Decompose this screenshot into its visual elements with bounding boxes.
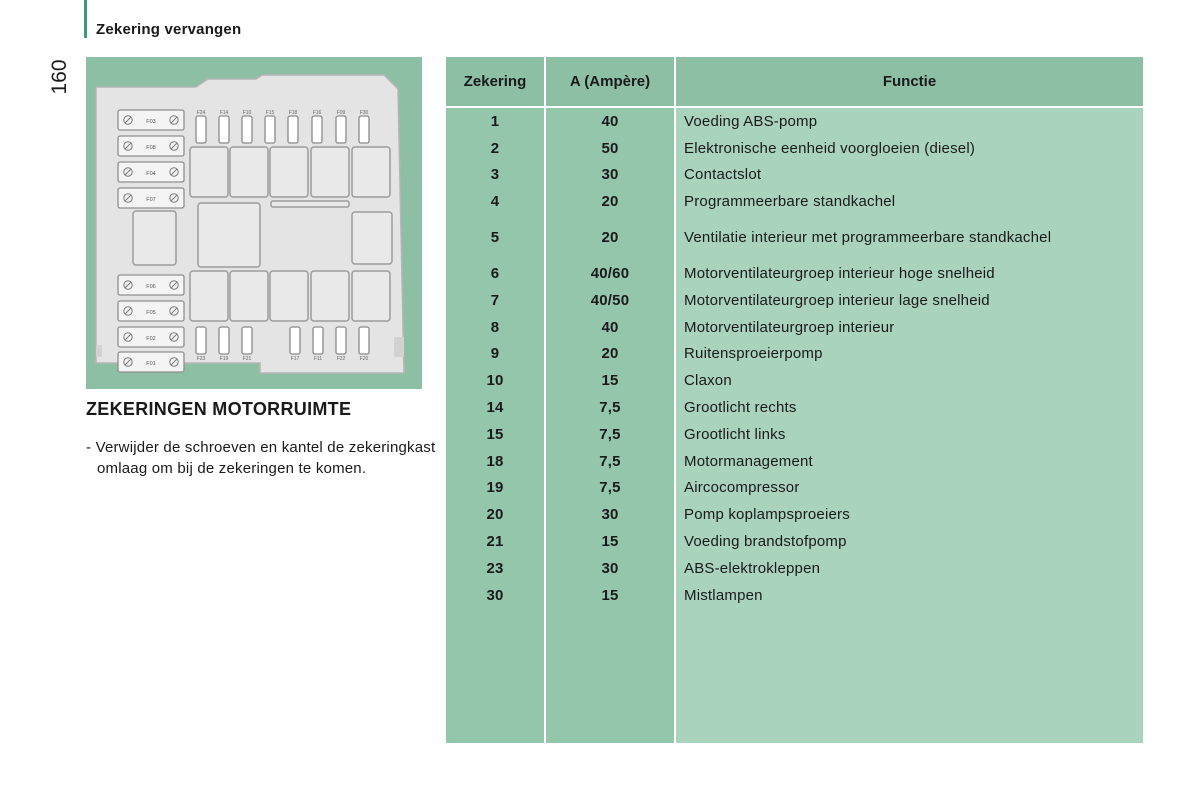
maxi-fuse xyxy=(118,136,184,156)
function-cell: Grootlicht links xyxy=(684,425,786,443)
mini-fuse xyxy=(196,327,206,362)
table-row xyxy=(446,555,1143,582)
fuse-number-cell: 6 xyxy=(490,265,500,283)
fuse-number-cell: 1 xyxy=(490,112,500,130)
header-function: Functie xyxy=(882,73,937,90)
ampere-cell: 15 xyxy=(601,586,619,604)
mini-fuse xyxy=(313,327,323,362)
ampere-cell: 20 xyxy=(601,229,619,247)
ampere-cell: 20 xyxy=(601,345,619,363)
fuse-label: F14 xyxy=(219,110,229,116)
page-number: 160 xyxy=(48,59,71,95)
function-cell: Contactslot xyxy=(684,166,762,184)
fuse-number-cell: 19 xyxy=(486,479,504,497)
ampere-cell: 50 xyxy=(601,139,619,157)
fuse-number-cell: 5 xyxy=(490,229,500,247)
mini-fuse xyxy=(242,327,252,362)
header-bar xyxy=(84,0,87,38)
table-row xyxy=(446,215,1143,260)
fusebox-diagram xyxy=(86,57,422,389)
mini-fuse xyxy=(219,110,229,143)
mini-fuse xyxy=(359,327,369,362)
fuse-number-cell: 15 xyxy=(486,425,504,443)
function-cell: Voeding brandstofpomp xyxy=(684,533,847,551)
ampere-cell: 40 xyxy=(601,112,619,130)
maxi-fuse xyxy=(118,110,184,130)
ampere-cell: 7,5 xyxy=(599,479,621,497)
ampere-cell: 40 xyxy=(601,318,619,336)
table-row xyxy=(446,188,1143,215)
table-row xyxy=(446,367,1143,394)
fuse-label: F30 xyxy=(359,110,369,116)
fuse-label: F22 xyxy=(336,356,346,362)
mini-fuse xyxy=(290,327,300,362)
fuse-label: F21 xyxy=(242,356,252,362)
mini-fuse xyxy=(336,110,346,143)
fuse-number-cell: 23 xyxy=(486,559,504,577)
maxi-fuse xyxy=(118,275,184,295)
fuse-label: F11 xyxy=(313,356,323,362)
function-cell: Voeding ABS-pomp xyxy=(684,112,818,130)
function-cell: Pomp koplampsproeiers xyxy=(684,506,850,524)
mini-fuse xyxy=(359,110,369,143)
fuse-label: F16 xyxy=(312,110,322,116)
mini-fuse xyxy=(336,327,346,362)
fuse-number-cell: 10 xyxy=(486,372,504,390)
fuse-label: F03 xyxy=(146,119,156,126)
function-cell: Motorventilateurgroep interieur lage snelheid xyxy=(684,291,990,309)
ampere-cell: 7,5 xyxy=(599,399,621,417)
fuse-label: F07 xyxy=(146,197,156,204)
function-cell: Aircocompressor xyxy=(684,479,800,497)
fuse-label: F23 xyxy=(196,356,206,362)
function-cell: Motorventilateurgroep interieur hoge snelheid xyxy=(684,265,995,283)
table-row xyxy=(446,341,1143,368)
fusebox-illustration xyxy=(86,57,422,389)
mini-fuse xyxy=(312,110,322,143)
table-row xyxy=(446,135,1143,162)
ampere-cell: 20 xyxy=(601,193,619,211)
page-header-title: Zekering vervangen xyxy=(96,21,242,38)
fuse-label: F15 xyxy=(265,110,275,116)
function-cell: Grootlicht rechts xyxy=(684,399,797,417)
mini-fuse xyxy=(288,110,298,143)
fuse-number-cell: 3 xyxy=(490,166,500,184)
ampere-cell: 7,5 xyxy=(599,425,621,443)
fuse-label: F08 xyxy=(146,145,156,152)
fuse-label: F02 xyxy=(146,336,156,343)
ampere-cell: 30 xyxy=(601,559,619,577)
mini-fuse xyxy=(242,110,252,143)
function-cell: Ruitensproeierpomp xyxy=(684,345,823,363)
table-row xyxy=(446,108,1143,135)
function-cell: Mistlampen xyxy=(684,586,763,604)
fuse-label: F18 xyxy=(288,110,298,116)
ampere-cell: 30 xyxy=(601,166,619,184)
fuse-number-cell: 9 xyxy=(490,345,500,363)
function-cell: Ventilatie interieur met programmeerbare standkachel xyxy=(684,229,1052,247)
table-row xyxy=(446,501,1143,528)
header-fuse: Zekering xyxy=(463,73,527,90)
fuse-label: F17 xyxy=(290,356,300,362)
table-row xyxy=(446,528,1143,555)
fuse-table xyxy=(446,57,1143,743)
function-cell: Programmeerbare standkachel xyxy=(684,193,896,211)
mini-fuse xyxy=(196,110,206,143)
table-row xyxy=(446,287,1143,314)
table-row xyxy=(446,314,1143,341)
fuse-number-cell: 7 xyxy=(490,291,500,309)
fuse-label: F10 xyxy=(242,110,252,116)
ampere-cell: 40/50 xyxy=(590,291,630,309)
fuse-label: F06 xyxy=(146,284,156,291)
instruction-text: - Verwijder de schroeven en kantel de zekeringkast omlaag om bij de zekeringen te komen. xyxy=(86,439,436,477)
mini-fuse xyxy=(219,327,229,362)
function-cell: Motorventilateurgroep interieur xyxy=(684,318,895,336)
ampere-cell: 7,5 xyxy=(599,452,621,470)
table-row xyxy=(446,448,1143,475)
fuse-number-cell: 2 xyxy=(490,139,500,157)
ampere-cell: 40/60 xyxy=(590,265,630,283)
table-row xyxy=(446,162,1143,189)
mini-fuse xyxy=(265,110,275,143)
table-row xyxy=(446,475,1143,502)
ampere-cell: 15 xyxy=(601,372,619,390)
fuse-label: F20 xyxy=(359,356,369,362)
ampere-cell: 15 xyxy=(601,533,619,551)
maxi-fuse xyxy=(118,352,184,372)
function-cell: Elektronische eenheid voorgloeien (diesel) xyxy=(684,139,976,157)
function-cell: ABS-elektrokleppen xyxy=(684,559,821,577)
fuse-number-cell: 30 xyxy=(486,586,504,604)
header-ampere: A (Ampère) xyxy=(569,73,651,90)
fuse-label: F24 xyxy=(196,110,206,116)
maxi-fuse xyxy=(118,188,184,208)
maxi-fuse xyxy=(118,162,184,182)
fuse-number-cell: 18 xyxy=(486,452,504,470)
fuse-number-cell: 4 xyxy=(490,193,500,211)
section-title: ZEKERINGEN MOTORRUIMTE xyxy=(86,399,352,419)
table-row xyxy=(446,394,1143,421)
fuse-number-cell: 8 xyxy=(490,318,500,336)
fuse-number-cell: 20 xyxy=(486,506,504,524)
maxi-fuse xyxy=(118,327,184,347)
maxi-fuse xyxy=(118,301,184,321)
table-row xyxy=(446,421,1143,448)
fuse-label: F09 xyxy=(336,110,346,116)
fuse-number-cell: 21 xyxy=(486,533,504,551)
fuse-label: F04 xyxy=(146,171,156,178)
table-row xyxy=(446,582,1143,609)
table-body xyxy=(446,108,1143,609)
function-cell: Motormanagement xyxy=(684,452,813,470)
fuse-number-cell: 14 xyxy=(486,399,504,417)
ampere-cell: 30 xyxy=(601,506,619,524)
table-header-row xyxy=(446,57,1143,106)
fuse-label: F19 xyxy=(219,356,229,362)
function-cell: Claxon xyxy=(684,372,732,390)
fuse-label: F01 xyxy=(146,361,156,368)
fuse-label: F05 xyxy=(146,310,156,317)
table-row xyxy=(446,260,1143,287)
